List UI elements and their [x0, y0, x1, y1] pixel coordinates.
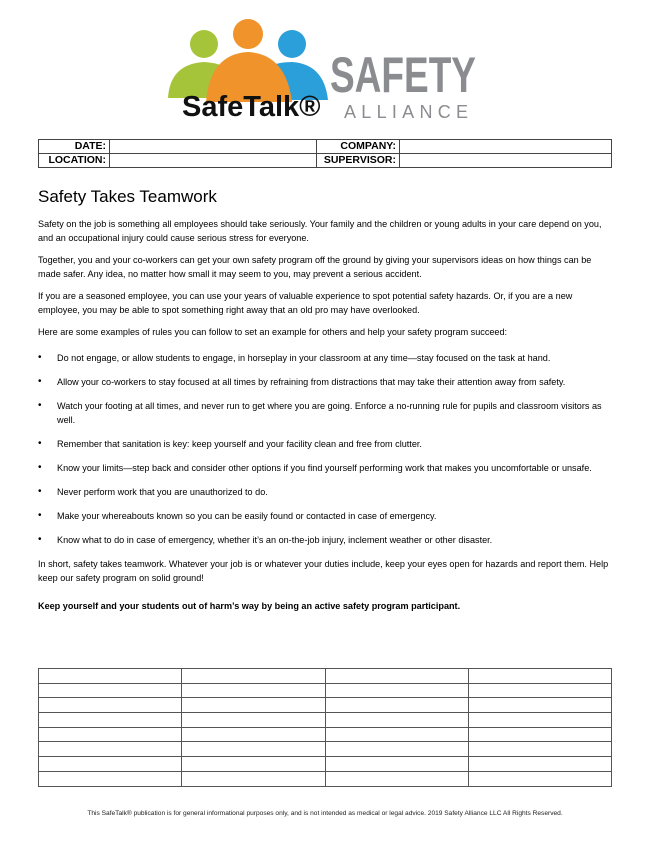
list-item: • Know what to do in case of emergency, whether it’s an on-the-job injury, inclement weather or other disaster.: [38, 533, 612, 547]
orange-figure-icon: [206, 19, 292, 102]
table-row: [39, 698, 612, 713]
safety-rules-list: [38, 351, 612, 547]
paragraph: Together, you and your co-workers can get your own safety program off the ground by giving your supervisors ideas on how things can be made safer. Any idea, no matter how small it may seem to you, may prevent a serious accident.: [38, 255, 592, 279]
table-row: [39, 713, 612, 728]
list-item: • Allow your co-workers to stay focused at all times by refraining from distractions that may take their attention away from safety.: [38, 375, 612, 389]
table-row: [39, 757, 612, 772]
list-item: • Make your whereabouts known so you can be easily found or contacted in case of emergency.: [38, 509, 612, 523]
list-item: • Do not engage, or allow students to engage, in horseplay in your classroom at any time—stay focused on the task at hand.: [38, 351, 612, 365]
logo-word-safety: SAFETY: [330, 47, 476, 103]
summary-paragraph: In short, safety takes teamwork. Whatever your job is or whatever your duties include, keep your eyes open for hazards and report them. Help keep our safety program on solid ground!: [38, 559, 609, 583]
location-field[interactable]: [110, 154, 317, 168]
list-item: • Remember that sanitation is key: keep yourself and your facility clean and free from clutter.: [38, 437, 612, 451]
logo-brand-text: SafeTalk®: [182, 91, 321, 123]
list-item: • Know your limits—step back and consider other options if you find yourself performing work that makes you uncomfortable or unsafe.: [38, 461, 612, 475]
header-row-date-company: [39, 140, 612, 154]
table-row: [39, 669, 612, 684]
footer-disclaimer: This SafeTalk® publication is for general informational purposes only, and is not intended as medical or legal advice. 2019 Safety Alliance LLC All Rights Reserved.: [87, 810, 563, 817]
header-row-location-supervisor: [39, 154, 612, 168]
date-field[interactable]: [110, 140, 317, 154]
supervisor-label: SUPERVISOR:: [317, 154, 400, 168]
location-label: LOCATION:: [39, 154, 110, 168]
paragraph: Here are some examples of rules you can follow to set an example for others and help your safety program succeed:: [38, 327, 508, 337]
company-field[interactable]: [400, 140, 612, 154]
article-body: [38, 187, 612, 621]
list-item: • Watch your footing at all times, and never run to get where you are going. Enforce a no-running rule for pupils and classroom visitors as well.: [38, 399, 612, 427]
article-title: Safety Takes Teamwork: [38, 187, 217, 206]
date-label: DATE:: [39, 140, 110, 154]
supervisor-field[interactable]: [400, 154, 612, 168]
table-row: [39, 771, 612, 786]
paragraph: Safety on the job is something all employees should take seriously. Your family and the children or young adults in your care depend on you, and an occupational injury could cause serious stress for everyone.: [38, 219, 602, 243]
header-form-table: [38, 139, 612, 168]
logo-word-alliance: ALLIANCE: [344, 102, 468, 122]
closing-statement: Keep yourself and your students out of harm’s way by being an active safety program participant.: [38, 601, 461, 611]
paragraph: If you are a seasoned employee, you can use your years of valuable experience to spot potential safety hazards. Or, if you are a new employee, you may be able to spot something right away that an old pro may have overlooked.: [38, 291, 573, 315]
signature-grid: [38, 668, 612, 787]
list-item: • Never perform work that you are unauthorized to do.: [38, 485, 612, 499]
table-row: [39, 742, 612, 757]
table-row: [39, 683, 612, 698]
company-label: COMPANY:: [317, 140, 400, 154]
table-row: [39, 727, 612, 742]
safetalk-safety-alliance-logo: [166, 18, 486, 126]
